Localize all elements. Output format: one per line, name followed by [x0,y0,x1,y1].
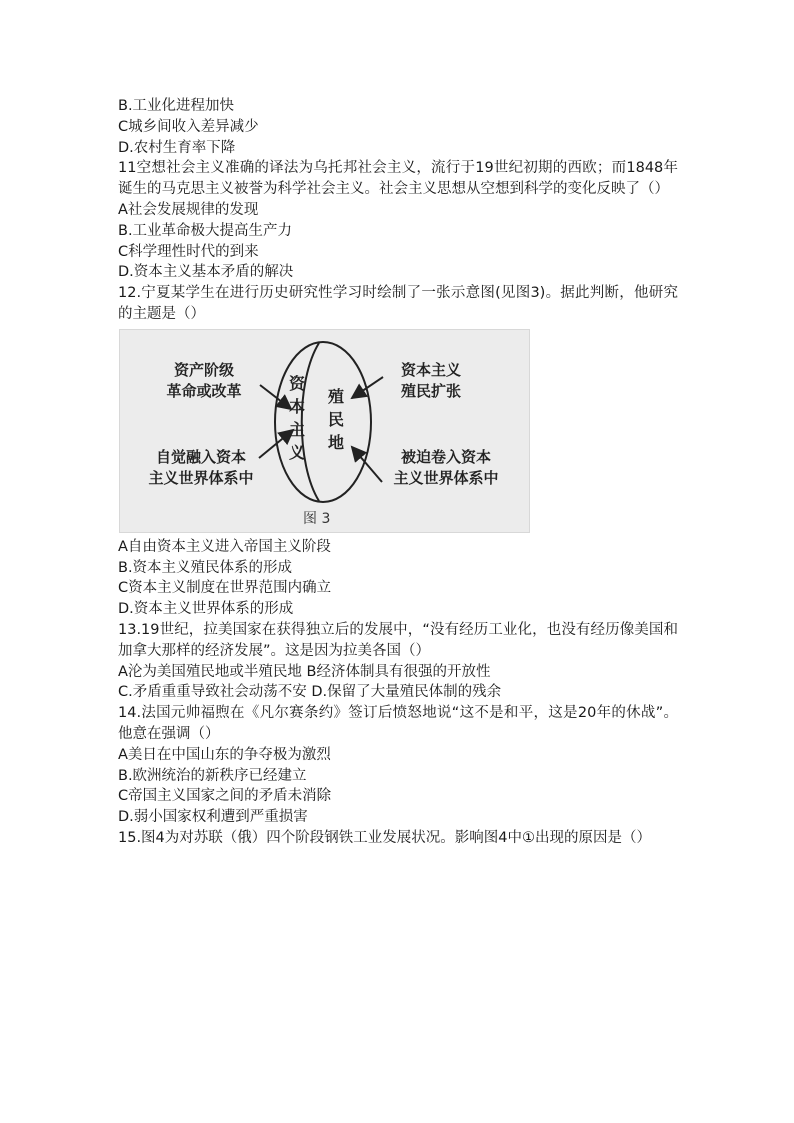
option-b: B.资本主义殖民体系的形成 [118,559,293,576]
question-stem: 14.法国元帅福煦在《凡尔赛条约》签订后愤怒地说“这不是和平，这是20年的休战”。他意在强调（） [118,705,678,742]
option-b: B.欧洲统治的新秩序已经建立 [118,767,307,784]
option-line: C城乡间收入差异减少 [118,118,259,135]
label-forced-join: 被迫卷入资本 主义世界体系中 [393,447,499,487]
option-d: D.资本主义世界体系的形成 [118,601,294,618]
question-stem: 11空想社会主义准确的译法为乌托邦社会主义，流行于19世纪初期的西欧；而1848年诞生的马克思主义被誉为科学社会主义。社会主义思想从空想到科学的变化反映了（） [118,160,678,198]
question-11 [118,158,678,283]
question-12 [118,283,678,620]
option-d: D.弱小国家权利遭到严重损害 [118,809,308,826]
option-a: A美日在中国山东的争夺极为激烈 [118,746,331,763]
question-13 [118,620,678,703]
label-bourgeois-revolution: 资产阶级 革命或改革 [166,360,242,400]
label-colonial-expansion: 资本主义 殖民扩张 [400,360,461,400]
option-line: B.工业化进程加快 [118,98,235,114]
question-stem: 13.19世纪，拉美国家在获得独立后的发展中，“没有经历工业化，也没有经历像美国和加拿大那样的经济发展”。这是因为拉美各国（） [118,621,678,659]
option-cd: C.矛盾重重导致社会动荡不安 D.保留了大量殖民体制的残余 [118,684,502,701]
question-14 [118,703,678,828]
option-ab: A沦为美国殖民地或半殖民地 B经济体制具有很强的开放性 [118,663,491,680]
document-page [118,96,678,849]
figure-3-diagram [119,329,530,533]
label-voluntary-join: 自觉融入资本 主义世界体系中 [148,447,254,487]
label-colony-region: 殖民地 [327,386,344,452]
option-c: C资本主义制度在世界范围内确立 [118,580,332,597]
option-c: C科学理性时代的到来 [118,243,259,260]
option-line: D.农村生育率下降 [118,139,236,156]
label-capitalism-region: 资本主义 [288,373,305,462]
option-d: D.资本主义基本矛盾的解决 [118,264,294,281]
option-a: A社会发展规律的发现 [118,201,259,218]
question-15 [118,828,678,849]
option-b: B.工业革命极大提高生产力 [118,222,293,239]
question-stem: 15.图4为对苏联（俄）四个阶段钢铁工业发展状况。影响图4中①出现的原因是（） [118,829,652,846]
option-a: A自由资本主义进入帝国主义阶段 [118,538,331,555]
question-stem: 12.宁夏某学生在进行历史研究性学习时绘制了一张示意图(见图3)。据此判断，他研究的主题是（） [118,285,678,322]
option-c: C帝国主义国家之间的矛盾未消除 [118,788,332,805]
figure-caption: 图 3 [303,510,331,527]
